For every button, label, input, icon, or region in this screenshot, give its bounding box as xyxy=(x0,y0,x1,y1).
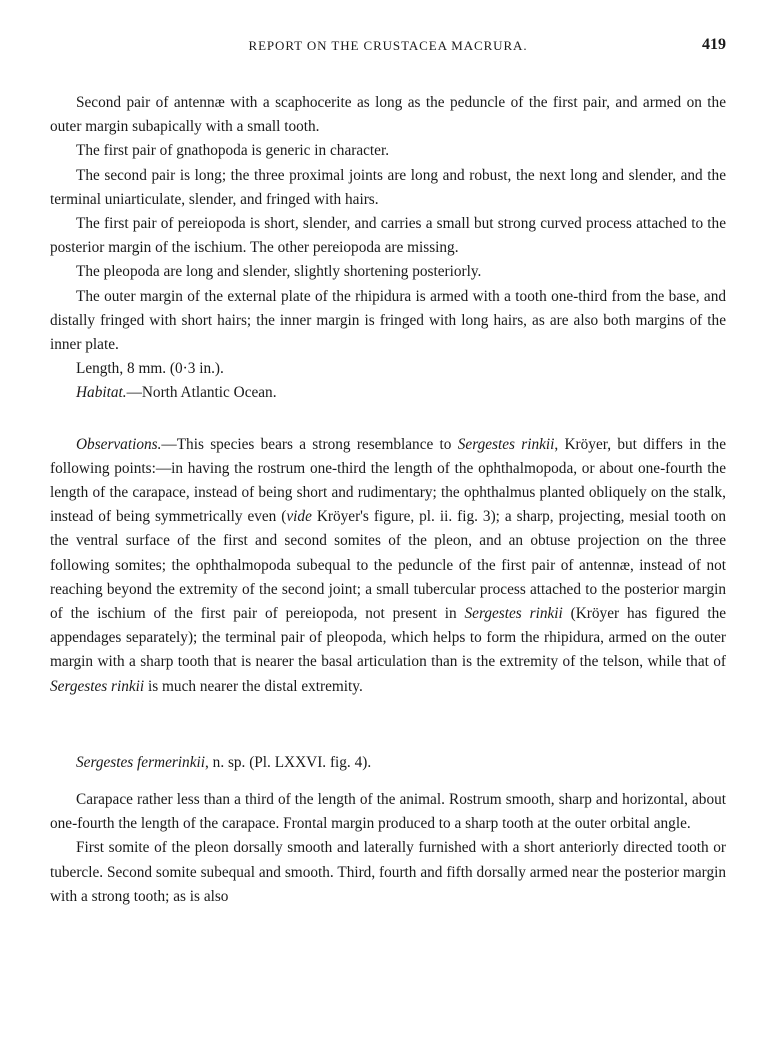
species-ref: Sergestes rinkii xyxy=(50,677,145,695)
observations-label: Observations. xyxy=(76,435,162,453)
species-name: Sergestes fermerinkii xyxy=(76,753,206,771)
paragraph-antennae: Second pair of antennæ with a scaphocerite as long as the peduncle of the first pair, and armed on the outer margin subapically with a small tooth. xyxy=(50,94,726,136)
page-number: 419 xyxy=(702,36,726,53)
species-heading xyxy=(50,751,726,775)
paragraph-habitat xyxy=(50,381,726,405)
paragraph-pleon: First somite of the pleon dorsally smooth and laterally furnished with a short anteriorly directed tooth or tubercle. Second somite subequal and smooth. Third, fourth and fifth dorsally armed near the posterior margin with a strong tooth; as is also xyxy=(50,839,726,905)
page xyxy=(50,38,726,909)
species-heading-rest: , n. sp. (Pl. LXXVI. fig. 4). xyxy=(205,753,372,771)
habitat-label: Habitat. xyxy=(76,384,127,402)
paragraph-rhipidura: The outer margin of the external plate of the rhipidura is armed with a tooth one-third from the base, and distally fringed with short hairs; the inner margin is fringed with long hairs, as are also both margins of the inner plate. xyxy=(50,287,726,354)
species-ref: Sergestes rinkii xyxy=(464,605,563,623)
habitat-text: —North Atlantic Ocean. xyxy=(126,384,277,402)
paragraph-length: Length, 8 mm. (0·3 in.). xyxy=(76,360,224,378)
species-description xyxy=(50,788,726,909)
description-section xyxy=(50,91,726,406)
running-header xyxy=(50,38,726,62)
paragraph-pleopoda: The pleopoda are long and slender, slightly shortening posteriorly. xyxy=(76,263,482,281)
paragraph-gnathopoda-first: The first pair of gnathopoda is generic in character. xyxy=(76,142,390,160)
observations-paragraph: Observations.—This species bears a strong resemblance to Sergestes rinkii, Kröyer, but differs in the following points:—in having the rostrum one-third the length of the ophthalmopoda, or about one-fourth the length of the carapace, instead of being short and rudimentary; the ophthalmus planted obliquely on the stalk, instead of being symmetrically even (vide Kröyer's figure, pl. ii. fig. 3); a sharp, projecting, mesial tooth on the ventral surface of the first and second somites of the pleon, and an obtuse projection on the three following somites; the ophthalmopoda subequal to the peduncle of the first pair of antennæ, instead of not reaching beyond the extremity of the second joint; a small tubercular process attached to the posterior margin of the ischium of the first pair of pereiopoda, not present in Sergestes rinkii (Kröyer has figured the appendages separately); the terminal pair of pleopoda, which helps to form the rhipidura, armed on the outer margin with a sharp tooth that is nearer the basal articulation than is the extremity of the telson, while that of Sergestes rinkii is much nearer the distal extremity. xyxy=(50,435,727,695)
paragraph-gnathopoda-second: The second pair is long; the three proximal joints are long and robust, the next long and slender, and the terminal uniarticulate, slender, and fringed with hairs. xyxy=(50,166,726,208)
paragraph-carapace: Carapace rather less than a third of the length of the animal. Rostrum smooth, sharp and horizontal, about one-fourth the length of the carapace. Frontal margin produced to a sharp tooth at the outer orbital angle. xyxy=(50,791,726,833)
paragraph-pereiopoda: The first pair of pereiopoda is short, slender, and carries a small but strong curved process attached to the posterior margin of the ischium. The other pereiopoda are missing. xyxy=(50,215,726,257)
vide-ref: vide xyxy=(286,508,312,526)
running-title: REPORT ON THE CRUSTACEA MACRURA. xyxy=(248,38,528,53)
species-ref: Sergestes rinkii xyxy=(457,435,555,453)
